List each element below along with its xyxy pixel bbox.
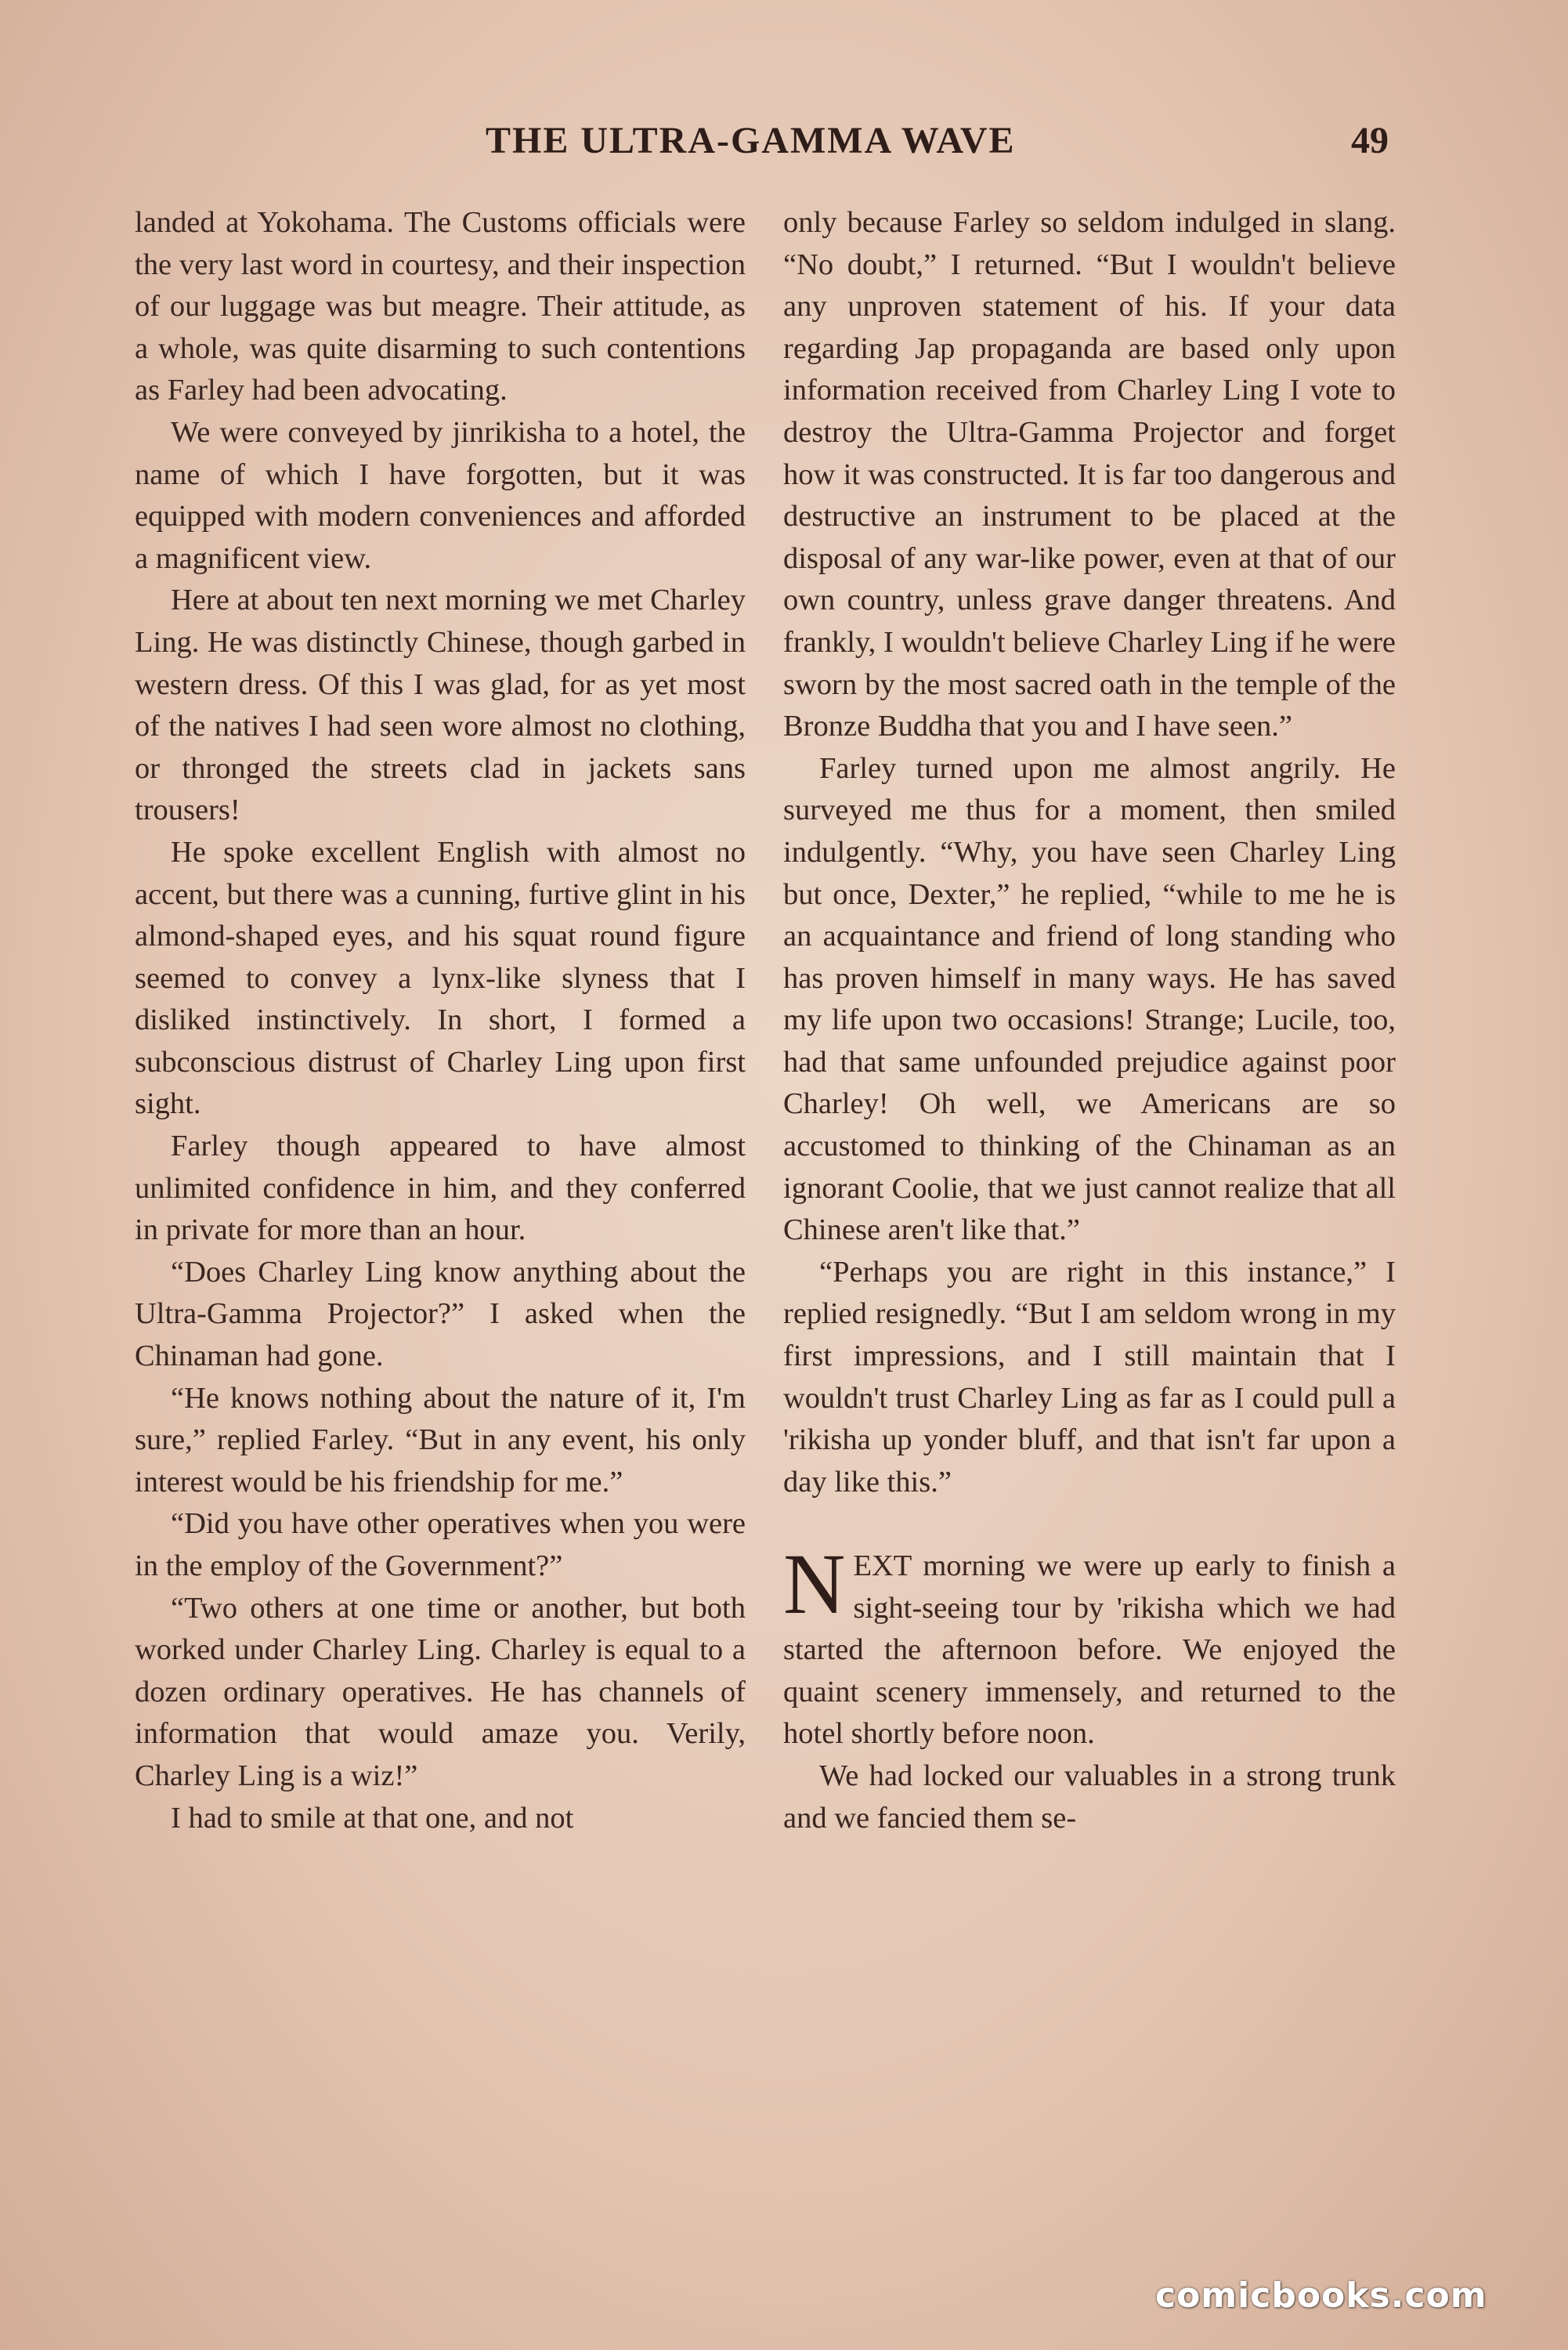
right-column bbox=[783, 202, 1396, 1839]
paragraph: We had locked our valuables in a strong trunk and we fancied them se- bbox=[783, 1759, 1396, 1835]
running-title: THE ULTRA-GAMMA WAVE bbox=[486, 120, 1016, 161]
drop-cap: N bbox=[783, 1536, 846, 1632]
paragraph: “Does Charley Ling know anything about the Ultra-Gamma Projector?” I asked when the Chinaman had gone. bbox=[135, 1255, 746, 1373]
paragraph: We were conveyed by jinrikisha to a hotel, the name of which I have forgotten, but it was equipped with modern conveniences and afforded a magnificent view. bbox=[135, 415, 746, 575]
first-word-rest: EXT bbox=[853, 1549, 912, 1582]
left-column bbox=[135, 202, 746, 1839]
paragraph: “Perhaps you are right in this instance,” I replied resignedly. “But I am seldom wrong in my first impressions, and I still maintain that I wouldn't trust Charley Ling as far as I could pull a 'rikisha up yonder bluff, and that isn't far upon a day like this.” bbox=[783, 1255, 1396, 1499]
paragraph: “Did you have other operatives when you were in the employ of the Government?” bbox=[135, 1507, 746, 1582]
watermark: comicbooks.com bbox=[1155, 2276, 1487, 2316]
paragraph: landed at Yokohama. The Customs officials were the very last word in courtesy, and their inspection of our luggage was but meagre. Their attitude, as a whole, was quite disarming to such contentions as Farley had been advocating. bbox=[135, 206, 746, 407]
paragraph: “Two others at one time or another, but both worked under Charley Ling. Charley is equal to a dozen ordinary operatives. He has channels of information that would amaze you. Verily, Charley Ling is a wiz!” bbox=[135, 1591, 746, 1792]
running-head bbox=[0, 119, 1568, 166]
section-text: morning we were up early to finish a sight-seeing tour by 'rikisha which we had started the afternoon before. We enjoyed the quaint scenery immensely, and returned to the hotel shortly before noon. bbox=[783, 1549, 1396, 1751]
paragraph: Farley turned upon me almost angrily. He surveyed me thus for a moment, then smiled indulgently. “Why, you have seen Charley Ling but once, Dexter,” he replied, “while to me he is an acquaintance and friend of long standing who has proven himself in many ways. He has saved my life upon two occasions! Strange; Lucile, too, had that same unfounded prejudice against poor Charley! Oh well, we Americans are so accustomed to thinking of the Chinaman as an ignorant Coolie, that we just cannot realize that all Chinese aren't like that.” bbox=[783, 751, 1396, 1247]
paragraph: Here at about ten next morning we met Charley Ling. He was distinctly Chinese, though garbed in western dress. Of this I was glad, for as yet most of the natives I had seen wore almost no clothing, or thronged the streets clad in jackets sans trousers! bbox=[135, 584, 746, 827]
paragraph: only because Farley so seldom indulged in slang. “No doubt,” I returned. “But I wouldn't believe any unproven statement of his. If your data regarding Jap propaganda are based only upon information received from Charley Ling I vote to destroy the Ultra-Gamma Projector and forget how it was constructed. It is far too dangerous and destructive an instrument to be placed at the disposal of any war-like power, even at that of our own country, unless grave danger threatens. And frankly, I wouldn't believe Charley Ling if he were sworn by the most sacred oath in the temple of the Bronze Buddha that you and I have seen.” bbox=[783, 206, 1396, 743]
paragraph: I had to smile at that one, and not bbox=[171, 1801, 574, 1835]
section-opening-paragraph bbox=[783, 1536, 1396, 1755]
paragraph: “He knows nothing about the nature of it, I'm sure,” replied Farley. “But in any event, his only interest would be his friendship for me.” bbox=[135, 1381, 746, 1499]
page-number: 49 bbox=[1351, 120, 1389, 161]
paragraph: He spoke excellent English with almost no accent, but there was a cunning, furtive glint in his almond-shaped eyes, and his squat round figure seemed to convey a lynx-like slyness that I disliked instinctively. In short, I formed a subconscious distrust of Charley Ling upon first sight. bbox=[135, 835, 746, 1121]
paragraph: Farley though appeared to have almost unlimited confidence in him, and they conferred in private for more than an hour. bbox=[135, 1130, 746, 1247]
